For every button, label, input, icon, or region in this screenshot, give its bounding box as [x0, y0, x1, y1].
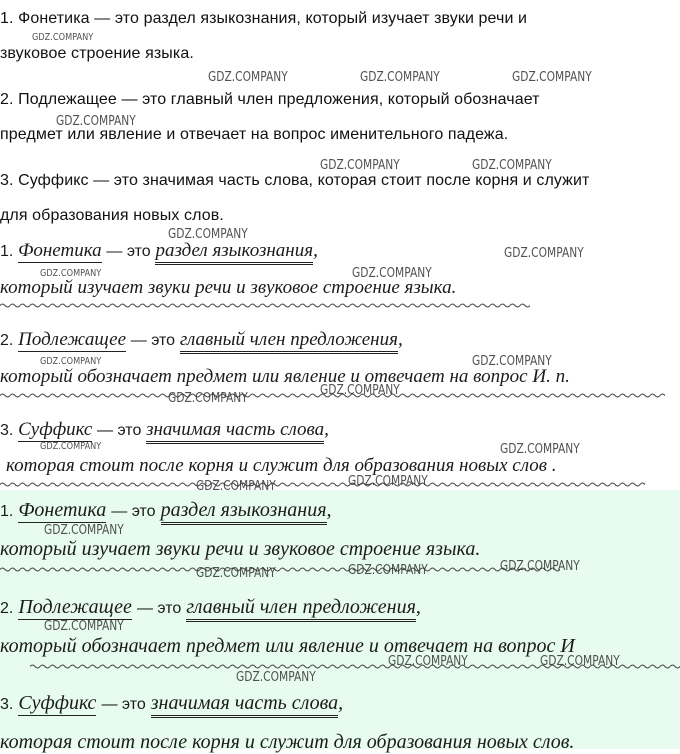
entry-number: 3.: [0, 696, 14, 713]
dash-eto: — это: [106, 243, 151, 260]
predicate-phrase: главный член предложения: [180, 329, 398, 354]
watermark: GDZ.COMPANY: [44, 523, 124, 538]
entry-number: 1.: [0, 243, 14, 260]
comma: ,: [324, 419, 329, 440]
watermark: GDZ.COMPANY: [32, 32, 94, 43]
typed-definition-1-line2: звуковое строение языка.: [0, 45, 194, 62]
dash-eto: — это: [101, 696, 146, 713]
comma: ,: [326, 499, 332, 521]
dash-eto: — это: [136, 600, 182, 617]
watermark: GDZ.COMPANY: [208, 70, 288, 85]
dash-eto: — это: [130, 332, 176, 349]
handwritten-b-2-heading: [0, 596, 421, 619]
predicate-phrase: значимая часть слова: [146, 419, 324, 444]
handwritten-a-1-clause: который изучает звуки речи и звуковое строение языка.: [0, 277, 457, 298]
comma: ,: [397, 329, 403, 350]
wavy-underline: [0, 481, 645, 488]
watermark: GDZ.COMPANY: [320, 158, 400, 173]
typed-definition-3-line1: 3. Суффикс — это значимая часть слова, которая стоит после корня и служит: [0, 172, 590, 189]
handwritten-b-3-heading: [0, 692, 343, 715]
dash-eto: — это: [97, 422, 142, 439]
entry-number: 1.: [0, 503, 14, 520]
wavy-underline: [0, 302, 530, 309]
subject-word: Суффикс: [18, 692, 97, 714]
watermark: GDZ.COMPANY: [472, 158, 552, 173]
wavy-underline: [0, 566, 560, 573]
watermark: GDZ.COMPANY: [360, 70, 440, 85]
watermark: GDZ.COMPANY: [500, 559, 580, 574]
handwritten-b-1-clause: который изучает звуки речи и звуковое строение языка.: [0, 538, 481, 560]
handwritten-a-1-heading: [0, 240, 318, 262]
handwritten-b-1-heading: [0, 499, 332, 522]
watermark: GDZ.COMPANY: [168, 227, 248, 242]
entry-number: 3.: [0, 422, 14, 439]
typed-definition-3-line2: для образования новых слов.: [0, 207, 224, 224]
predicate-phrase: главный член предложения: [186, 596, 416, 622]
watermark: GDZ.COMPANY: [236, 670, 316, 685]
watermark: GDZ.COMPANY: [40, 356, 102, 367]
typed-definition-2-line2: предмет или явление и отвечает на вопрос именительного падежа.: [0, 126, 509, 143]
typed-definition-1-line1: 1. Фонетика — это раздел языкознания, который изучает звуки речи и: [0, 10, 528, 27]
watermark: GDZ.COMPANY: [504, 246, 584, 261]
watermark: GDZ.COMPANY: [196, 479, 276, 494]
watermark: GDZ.COMPANY: [196, 566, 276, 581]
watermark: GDZ.COMPANY: [40, 441, 102, 452]
predicate-phrase: раздел языкознания: [155, 240, 313, 265]
watermark: GDZ.COMPANY: [352, 266, 432, 281]
subject-word: Суффикс: [18, 419, 93, 440]
subject-word: Фонетика: [18, 499, 107, 521]
predicate-phrase: раздел языкознания: [161, 499, 327, 525]
watermark: GDZ.COMPANY: [168, 391, 248, 406]
handwritten-a-2-heading: [0, 329, 403, 351]
comma: ,: [338, 692, 344, 714]
watermark: GDZ.COMPANY: [388, 654, 468, 669]
watermark: GDZ.COMPANY: [320, 383, 400, 398]
handwritten-b-3-clause: которая стоит после корня и служит для образования новых слов.: [0, 731, 575, 753]
handwritten-a-2-clause: который обозначает предмет или явление и отвечает на вопрос И. п.: [0, 366, 570, 387]
subject-word: Подлежащее: [18, 596, 132, 618]
entry-number: 2.: [0, 600, 14, 617]
watermark: GDZ.COMPANY: [44, 619, 124, 634]
subject-word: Фонетика: [18, 240, 102, 261]
predicate-phrase: значимая часть слова: [151, 692, 338, 718]
watermark: GDZ.COMPANY: [56, 114, 136, 129]
handwritten-a-3-heading: [0, 419, 329, 441]
comma: ,: [313, 240, 318, 261]
typed-definition-2-line1: 2. Подлежащее — это главный член предложения, который обозначает: [0, 91, 540, 108]
handwritten-a-3-clause: которая стоит после корня и служит для образования новых слов .: [6, 455, 557, 476]
watermark: GDZ.COMPANY: [348, 474, 428, 489]
watermark: GDZ.COMPANY: [348, 563, 428, 578]
entry-number: 2.: [0, 332, 14, 349]
subject-word: Подлежащее: [18, 329, 126, 350]
watermark: GDZ.COMPANY: [40, 268, 102, 279]
watermark: GDZ.COMPANY: [500, 442, 580, 457]
dash-eto: — это: [111, 503, 156, 520]
watermark: GDZ.COMPANY: [472, 354, 552, 369]
watermark: GDZ.COMPANY: [540, 654, 620, 669]
handwritten-b-2-clause: который обозначает предмет или явление и отвечает на вопрос И: [0, 635, 575, 657]
comma: ,: [415, 596, 421, 618]
watermark: GDZ.COMPANY: [512, 70, 592, 85]
